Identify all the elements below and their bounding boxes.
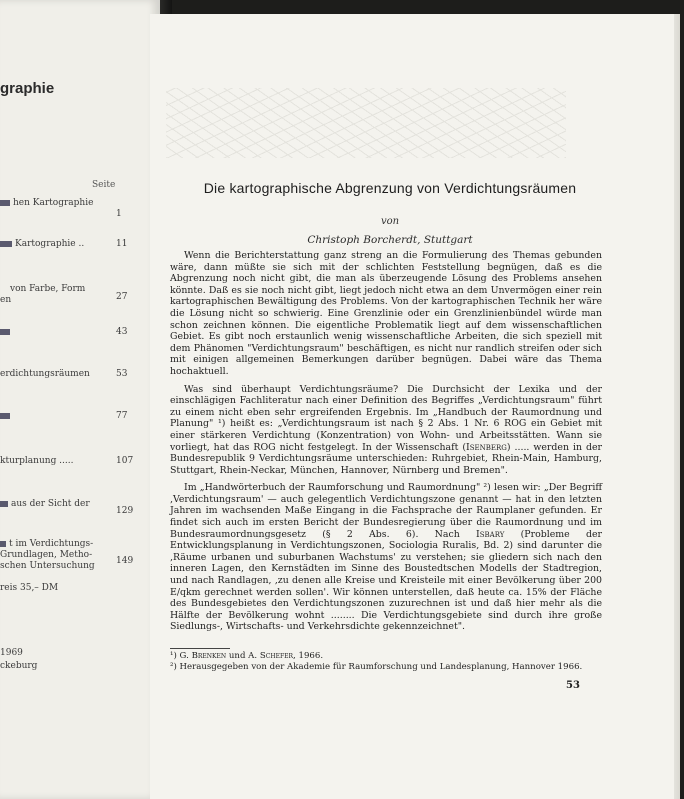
price: reis 35,– DM (0, 583, 59, 593)
toc-entry: aus der Sicht der 129 (0, 499, 158, 510)
author: Christoph Borcherdt, Stuttgart (307, 234, 473, 246)
footnote-1: ¹) G. Brenken und A. Schefer, 1966. (170, 651, 324, 661)
right-page (150, 14, 680, 799)
paper-watermark-pattern (166, 88, 566, 158)
left-page (0, 0, 160, 799)
toc-bar (0, 241, 12, 247)
toc-entry: kturplanung ..... 107 (0, 456, 134, 466)
year: 1969 (0, 648, 23, 658)
toc-entry: von Farbe, Form en 27 (0, 284, 128, 305)
toc-bar (0, 200, 10, 206)
article-body (170, 250, 602, 639)
paragraph-1: Wenn die Berichterstattung ganz streng an die Formulierung des Themas gebunden wäre, dann müßte sie sich mit der schlichten Feststellung begnügen, daß es die Abgrenzung noch nicht gibt, die man als überzeugende Lösung des Problems ansehen könnte. Daß es sie noch nicht gibt, liegt jedoch nicht etwa an dem Unvermögen einer rein kartographischen Bewältigung des Problems. Von der kartographischen Technik her wäre die Lösung nicht so schwierig. Eine Grenzlinie oder ein Grenzlinienbündel würde man schon zeichnen können. Die eigentliche Problematik liegt auf dem wissenschaftlichen Gebiet. Es gibt noch erstaunlich wenig wissenschaftliche Arbeiten, die sich speziell mit dem Phänomen "Verdichtungsraum" beschäftigen, es nicht nur randlich streifen oder sich mit einigen allgemeinen Bemerkungen darüber begnügen. Dabei wäre das Thema hochaktuell. (170, 250, 602, 377)
footnote-2: ²) Herausgegeben von der Akademie für Raumforschung und Landesplanung, Hannover 1966. (170, 662, 583, 672)
page-edge (674, 14, 680, 799)
toc-bar (0, 413, 10, 419)
toc-entry: 77 (0, 411, 158, 422)
toc-entry: 43 (0, 327, 158, 338)
place: ckeburg (0, 661, 38, 671)
paragraph-2: Was sind überhaupt Verdichtungsräume? Die Durchsicht der Lexika und der einschlägigen Fachliteratur nach einer Definition des Begriffes „Verdichtungsraum" führt zu einem nicht eben sehr ergreifenden Ergebnis. Im „Handbuch der Raumordnung und Planung" ¹) heißt es: „Verdichtungsraum ist nach § 2 Abs. 1 Nr. 6 ROG ein Gebiet mit einer stärkeren Verdichtung (Konzentration) von Wohn- und Arbeitsstätten. Wann sie vorliegt, hat das ROG nicht festgelegt. In der Wissenschaft (Isenberg) ..... werden in der Bundesrepublik 9 Verdichtungsräume unterschieden: Ruhrgebiet, Rhein-Main, Hamburg, Stuttgart, Rhein-Neckar, München, Hannover, Nürnberg und Bremen". (170, 383, 603, 476)
left-page-header: graphie (0, 80, 55, 97)
toc-entry: erdichtungsräumen 53 (0, 369, 128, 379)
article-title: Die kartographische Abgrenzung von Verdichtungsräumen (203, 180, 577, 196)
seite-label: Seite (92, 180, 116, 190)
toc-bar (0, 541, 6, 547)
page-number: 53 (566, 680, 580, 691)
footnote-rule (170, 648, 230, 649)
toc-entry: t im Verdichtungs- Grundlagen, Metho- schen Untersuchung 149 (0, 539, 134, 571)
toc-bar (0, 501, 8, 507)
byline-von: von (380, 216, 400, 227)
toc-entry: Kartographie .. 11 (0, 239, 158, 250)
toc-bar (0, 329, 10, 335)
toc-entry: hen Kartographie 1 (0, 198, 158, 209)
paragraph-3: Im „Handwörterbuch der Raumforschung und Raumordnung" ²) lesen wir: „Der Begriff ‚Verdichtungsraum' — auch gelegentlich Verdichtungszone genannt — hat in den letzten Jahren im wachsenden Maße Eingang in die Fachsprache der Raumplaner gefunden. Er findet sich auch im ersten Bericht der Bundesregierung über die Raumordnung und im Bundesraumordnungsgesetz (§ 2 Abs. 6). Nach Isbary (Probleme der Entwicklungsplanung in Verdichtungszonen, Sociologia Ruralis, Bd. 2) sind darunter die ‚Räume urbanen und suburbanen Wachstums' zu verstehen; sie gliedern sich nach den inneren Lagen, den Kernstädten im Sinne des Boustedtschen Modells der Stadtregion, und nach Randlagen, ‚zu denen alle Kreise und Kreisteile mit einer Bevölkerung über 200 E/qkm gerechnet werden sollen'. Wir können unterstellen, daß heute ca. 15% der Fläche des Bundesgebietes den Verdichtungszonen zuzurechnen ist und daß hier mehr als die Hälfte der Bevölkerung wohnt ........ Die Verdichtungsgebiete sind durch ihre große Siedlungs-, Wirtschafts- und Verkehrsdichte gekennzeichnet". (170, 482, 602, 633)
